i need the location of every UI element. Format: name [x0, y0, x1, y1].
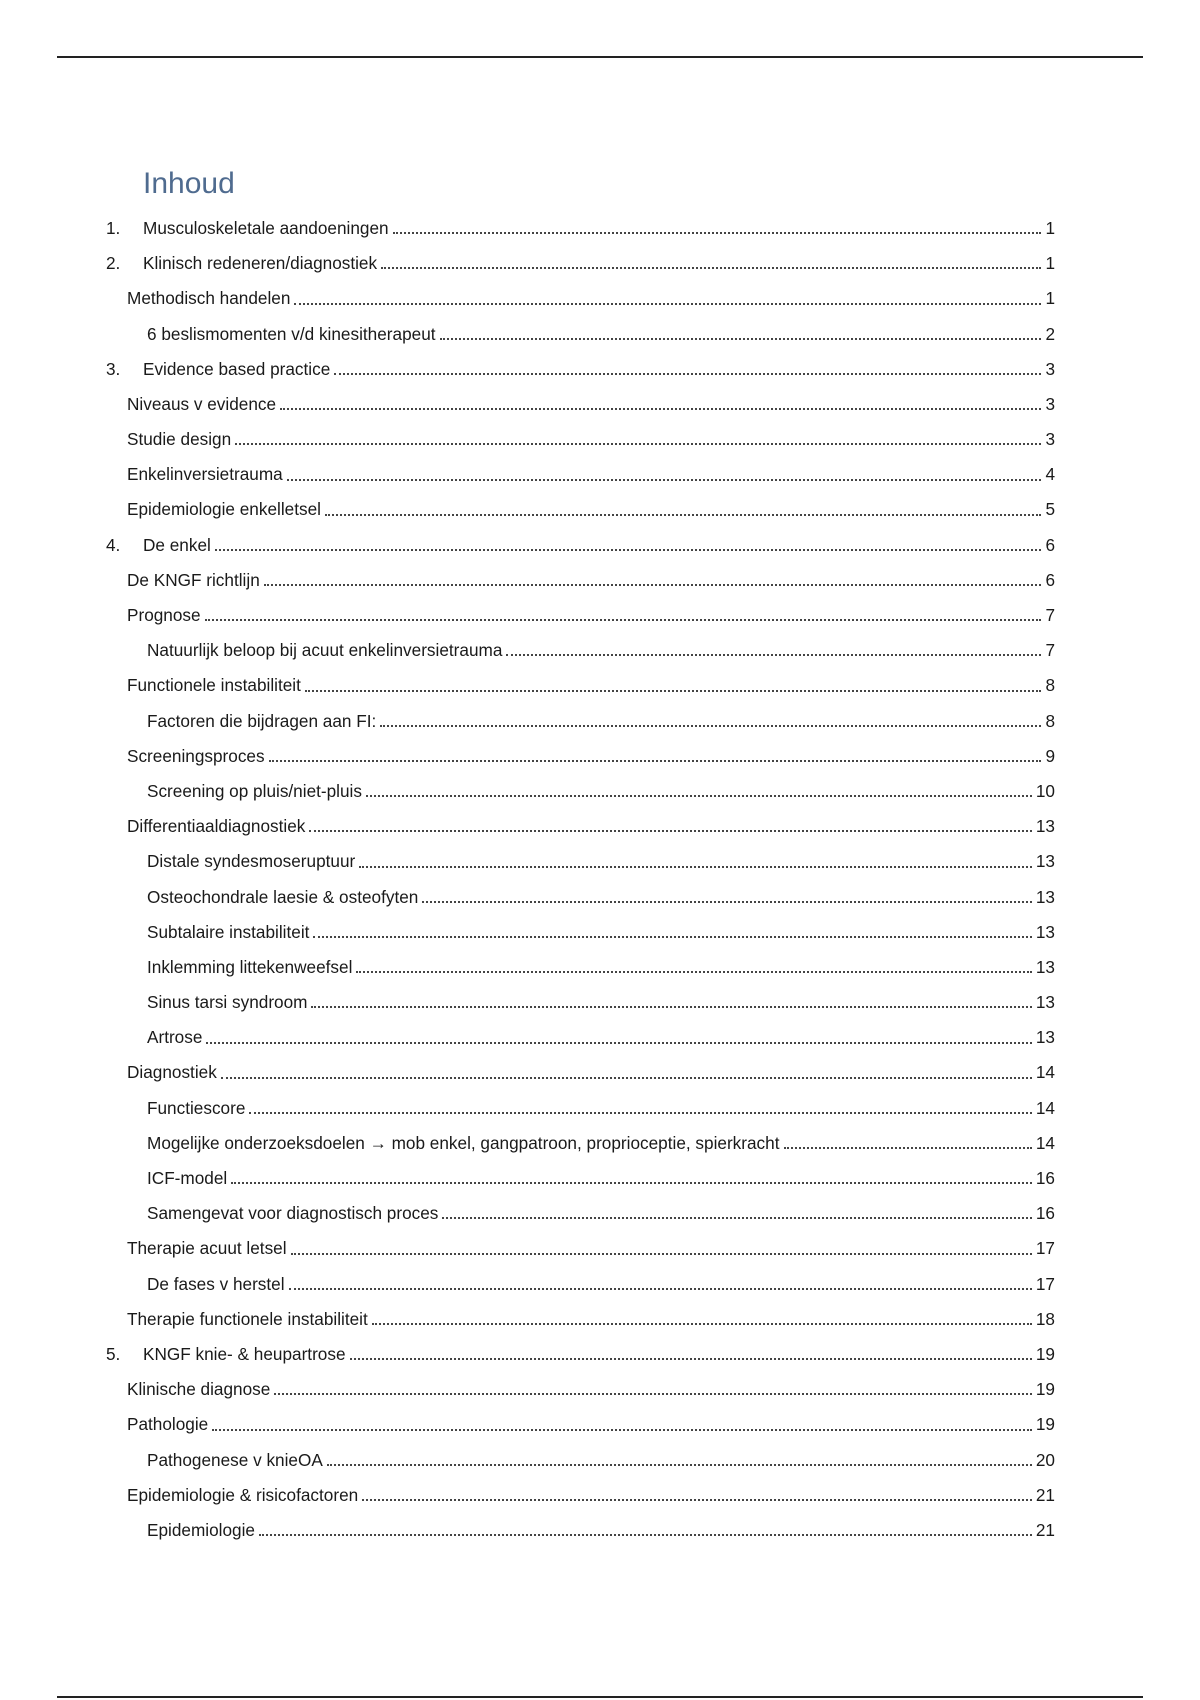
toc-entry-page-number: 13: [1035, 956, 1055, 977]
toc-entry-row: [127, 569, 1055, 590]
toc-entry-row: [143, 1343, 1055, 1364]
dot-leader: [381, 267, 1041, 269]
toc-entry[interactable]: [0, 943, 1200, 978]
toc-entry-page-number: 13: [1035, 921, 1055, 942]
dot-leader: [506, 654, 1041, 656]
dot-leader: [422, 901, 1032, 903]
dot-leader: [212, 1429, 1032, 1431]
toc-entry-label: Pathologie: [127, 1414, 209, 1435]
dot-leader: [440, 338, 1042, 340]
toc-entry-page-number: 3: [1045, 358, 1055, 379]
toc-entry-page-number: 1: [1045, 217, 1055, 238]
toc-entry-label: Functionele instabiliteit: [127, 675, 301, 696]
toc-entry[interactable]: [0, 908, 1200, 943]
toc-entry-row: [143, 255, 1055, 272]
dot-leader: [291, 1253, 1032, 1255]
toc-entry-label: Samengevat voor diagnostisch proces: [147, 1203, 439, 1224]
toc-entry-row: [127, 607, 1055, 624]
toc-entry-page-number: 19: [1035, 1379, 1055, 1400]
toc-entry-label: Screeningsproces: [127, 745, 265, 766]
toc-entry-page-number: 14: [1035, 1097, 1055, 1118]
toc-entry[interactable]: [0, 310, 1200, 345]
toc-entry[interactable]: [0, 978, 1200, 1013]
toc-entry[interactable]: [0, 1295, 1200, 1330]
table-of-contents: [0, 204, 1200, 1541]
toc-entry-label: De enkel: [143, 534, 211, 555]
toc-entry[interactable]: [0, 415, 1200, 450]
dot-leader: [325, 514, 1041, 516]
toc-entry[interactable]: [0, 1260, 1200, 1295]
toc-entry-label: Therapie functionele instabiliteit: [127, 1308, 368, 1329]
toc-entry-page-number: 16: [1035, 1203, 1055, 1224]
toc-entry-number: 4.: [106, 534, 121, 555]
toc-entry-label: Factoren die bijdragen aan FI:: [147, 710, 377, 731]
dot-leader: [231, 1182, 1032, 1184]
toc-entry-page-number: 13: [1035, 1027, 1055, 1048]
toc-entry-page-number: 2: [1045, 323, 1055, 344]
toc-entry-label: Distale syndesmoseruptuur: [147, 851, 356, 872]
dot-leader: [274, 1393, 1032, 1395]
toc-entry[interactable]: [0, 591, 1200, 626]
toc-entry-label: Therapie acuut letsel: [127, 1238, 287, 1259]
toc-entry-row: [127, 290, 1055, 307]
toc-entry-row: [147, 710, 1055, 731]
toc-entry-row: [127, 1064, 1055, 1081]
toc-title: Inhoud: [143, 167, 235, 200]
toc-entry-page-number: 1: [1045, 288, 1055, 309]
dot-leader: [356, 971, 1031, 973]
toc-entry[interactable]: [0, 1189, 1200, 1224]
toc-entry[interactable]: [0, 274, 1200, 309]
dot-leader: [313, 936, 1031, 938]
toc-entry-label: Pathogenese v knieOA: [147, 1449, 323, 1470]
dot-leader: [287, 479, 1042, 481]
toc-entry-row: [143, 217, 1055, 238]
toc-entry-page-number: 9: [1045, 745, 1055, 766]
toc-entry-page-number: 1: [1045, 253, 1055, 274]
dot-leader: [221, 1077, 1032, 1079]
toc-entry-number: 1.: [106, 217, 121, 238]
toc-entry[interactable]: [0, 1154, 1200, 1189]
toc-entry-page-number: 19: [1035, 1414, 1055, 1435]
toc-entry-page-number: 8: [1045, 710, 1055, 731]
toc-entry-row: [147, 1273, 1055, 1294]
toc-entry-row: [127, 677, 1055, 694]
toc-entry-row: [143, 534, 1055, 555]
toc-entry-row: [147, 921, 1055, 942]
toc-entry-label: Epidemiologie & risicofactoren: [127, 1484, 359, 1505]
toc-entry-page-number: 13: [1035, 816, 1055, 837]
toc-entry-page-number: 20: [1035, 1449, 1055, 1470]
toc-entry[interactable]: [0, 1084, 1200, 1119]
toc-entry-page-number: 10: [1035, 780, 1055, 801]
toc-entry-row: [127, 1484, 1055, 1505]
toc-entry-row: [147, 780, 1055, 801]
toc-entry-page-number: 14: [1035, 1132, 1055, 1153]
toc-entry-row: [127, 393, 1055, 414]
toc-entry-row: [143, 358, 1055, 379]
toc-entry-label: De fases v herstel: [147, 1273, 285, 1294]
dot-leader: [289, 1288, 1032, 1290]
dot-leader: [393, 232, 1042, 234]
toc-entry-label: Enkelinversietrauma: [127, 464, 283, 485]
toc-entry-label: Studie design: [127, 429, 232, 450]
toc-entry-row: [147, 1205, 1055, 1222]
toc-entry-page-number: 19: [1035, 1343, 1055, 1364]
toc-entry-label: Inklemming littekenweefsel: [147, 956, 353, 977]
toc-entry-row: [147, 642, 1055, 659]
toc-entry-page-number: 21: [1035, 1519, 1055, 1540]
dot-leader: [334, 373, 1041, 375]
toc-entry-row: [147, 1029, 1055, 1046]
toc-entry[interactable]: [0, 1365, 1200, 1400]
toc-entry-row: [127, 1416, 1055, 1433]
dot-leader: [359, 866, 1032, 868]
toc-entry-row: [127, 466, 1055, 483]
toc-entry[interactable]: [0, 1119, 1200, 1154]
toc-entry-row: [147, 853, 1055, 870]
toc-entry[interactable]: [0, 1049, 1200, 1084]
toc-entry-label: Sinus tarsi syndroom: [147, 992, 308, 1013]
toc-entry-page-number: 7: [1045, 640, 1055, 661]
toc-entry[interactable]: [0, 345, 1200, 380]
toc-entry-page-number: 13: [1035, 886, 1055, 907]
dot-leader: [305, 690, 1042, 692]
toc-entry[interactable]: [0, 837, 1200, 872]
toc-entry-row: [127, 431, 1055, 448]
toc-entry-page-number: 3: [1045, 429, 1055, 450]
toc-entry-label: Evidence based practice: [143, 358, 331, 379]
toc-entry-label: KNGF knie- & heupartrose: [143, 1343, 346, 1364]
toc-entry-label: Methodisch handelen: [127, 288, 291, 309]
dot-leader: [259, 1534, 1032, 1536]
dot-leader: [784, 1147, 1032, 1149]
dot-leader: [366, 795, 1032, 797]
toc-entry-label: Prognose: [127, 605, 201, 626]
toc-entry-label: Diagnostiek: [127, 1062, 217, 1083]
toc-entry-page-number: 18: [1035, 1308, 1055, 1329]
toc-entry[interactable]: [0, 521, 1200, 556]
dot-leader: [235, 443, 1041, 445]
toc-entry-row: [147, 323, 1055, 344]
toc-entry-label: Differentiaaldiagnostiek: [127, 816, 306, 837]
dot-leader: [350, 1358, 1032, 1360]
footer-rule: [57, 1696, 1143, 1698]
toc-entry-row: [147, 1132, 1055, 1153]
dot-leader: [372, 1323, 1032, 1325]
toc-entry-page-number: 14: [1035, 1062, 1055, 1083]
toc-entry-row: [147, 994, 1055, 1011]
dot-leader: [206, 1042, 1031, 1044]
toc-entry-label: 6 beslismomenten v/d kinesitherapeut: [147, 323, 436, 344]
dot-leader: [280, 408, 1041, 410]
toc-entry-number: 5.: [106, 1343, 121, 1364]
dot-leader: [249, 1112, 1031, 1114]
toc-entry-label: Klinische diagnose: [127, 1379, 271, 1400]
dot-leader: [380, 725, 1041, 727]
toc-entry[interactable]: [0, 661, 1200, 696]
toc-entry[interactable]: [0, 873, 1200, 908]
toc-entry[interactable]: [0, 1506, 1200, 1541]
toc-entry-row: [147, 886, 1055, 907]
toc-entry[interactable]: [0, 380, 1200, 415]
toc-entry-page-number: 17: [1035, 1238, 1055, 1259]
toc-entry[interactable]: [0, 767, 1200, 802]
toc-entry-number: 3.: [106, 358, 121, 379]
toc-entry[interactable]: [0, 1330, 1200, 1365]
toc-entry-page-number: 8: [1045, 675, 1055, 696]
toc-entry-label: Musculoskeletale aandoeningen: [143, 217, 389, 238]
toc-entry-row: [127, 501, 1055, 518]
toc-entry-page-number: 16: [1035, 1168, 1055, 1189]
toc-entry[interactable]: [0, 802, 1200, 837]
toc-entry-label: ICF-model: [147, 1168, 228, 1189]
toc-entry[interactable]: [0, 239, 1200, 274]
toc-entry[interactable]: [0, 486, 1200, 521]
toc-entry-page-number: 17: [1035, 1273, 1055, 1294]
toc-entry-label: Epidemiologie enkelletsel: [127, 499, 321, 520]
dot-leader: [442, 1217, 1031, 1219]
toc-entry-row: [127, 745, 1055, 766]
toc-entry-label: De KNGF richtlijn: [127, 569, 260, 590]
toc-entry-page-number: 21: [1035, 1484, 1055, 1505]
toc-entry-page-number: 6: [1045, 569, 1055, 590]
toc-entry-row: [147, 1519, 1055, 1540]
toc-entry[interactable]: [0, 204, 1200, 239]
toc-entry-row: [127, 1381, 1055, 1398]
header-rule: [57, 56, 1143, 58]
toc-entry-label: Klinisch redeneren/diagnostiek: [143, 253, 378, 274]
toc-entry-page-number: 7: [1045, 605, 1055, 626]
toc-entry-page-number: 4: [1045, 464, 1055, 485]
toc-entry-row: [127, 818, 1055, 835]
toc-entry-row: [127, 1308, 1055, 1329]
toc-entry-label: Functiescore: [147, 1097, 246, 1118]
toc-entry-label: Artrose: [147, 1027, 203, 1048]
toc-entry-row: [147, 956, 1055, 977]
toc-entry-page-number: 5: [1045, 499, 1055, 520]
toc-entry[interactable]: [0, 1471, 1200, 1506]
toc-entry[interactable]: [0, 732, 1200, 767]
dot-leader: [311, 1006, 1031, 1008]
toc-entry-label: Niveaus v evidence: [127, 393, 277, 414]
dot-leader: [309, 830, 1032, 832]
toc-entry-page-number: 13: [1035, 851, 1055, 872]
toc-entry[interactable]: [0, 697, 1200, 732]
toc-entry-number: 2.: [106, 253, 121, 274]
toc-entry[interactable]: [0, 556, 1200, 591]
dot-leader: [264, 584, 1042, 586]
toc-entry-label: Subtalaire instabiliteit: [147, 921, 310, 942]
dot-leader: [294, 303, 1041, 305]
dot-leader: [327, 1464, 1032, 1466]
toc-entry-label: Mogelijke onderzoeksdoelen → mob enkel, gangpatroon, proprioceptie, spierkracht: [147, 1132, 780, 1153]
toc-entry-label: Epidemiologie: [147, 1519, 255, 1540]
dot-leader: [269, 760, 1042, 762]
toc-entry-page-number: 13: [1035, 992, 1055, 1013]
dot-leader: [205, 619, 1042, 621]
dot-leader: [362, 1499, 1032, 1501]
toc-entry[interactable]: [0, 1400, 1200, 1435]
toc-entry-row: [147, 1170, 1055, 1187]
toc-entry[interactable]: [0, 1013, 1200, 1048]
toc-entry-row: [147, 1449, 1055, 1470]
toc-entry[interactable]: [0, 626, 1200, 661]
dot-leader: [215, 549, 1042, 551]
toc-entry-row: [147, 1097, 1055, 1118]
toc-entry-row: [127, 1240, 1055, 1257]
toc-entry[interactable]: [0, 1224, 1200, 1259]
toc-entry-page-number: 3: [1045, 393, 1055, 414]
toc-entry[interactable]: [0, 1436, 1200, 1471]
toc-entry[interactable]: [0, 450, 1200, 485]
toc-entry-label: Osteochondrale laesie & osteofyten: [147, 886, 419, 907]
toc-entry-label: Screening op pluis/niet-pluis: [147, 780, 362, 801]
toc-entry-page-number: 6: [1045, 534, 1055, 555]
toc-entry-label: Natuurlijk beloop bij acuut enkelinversietrauma: [147, 640, 503, 661]
